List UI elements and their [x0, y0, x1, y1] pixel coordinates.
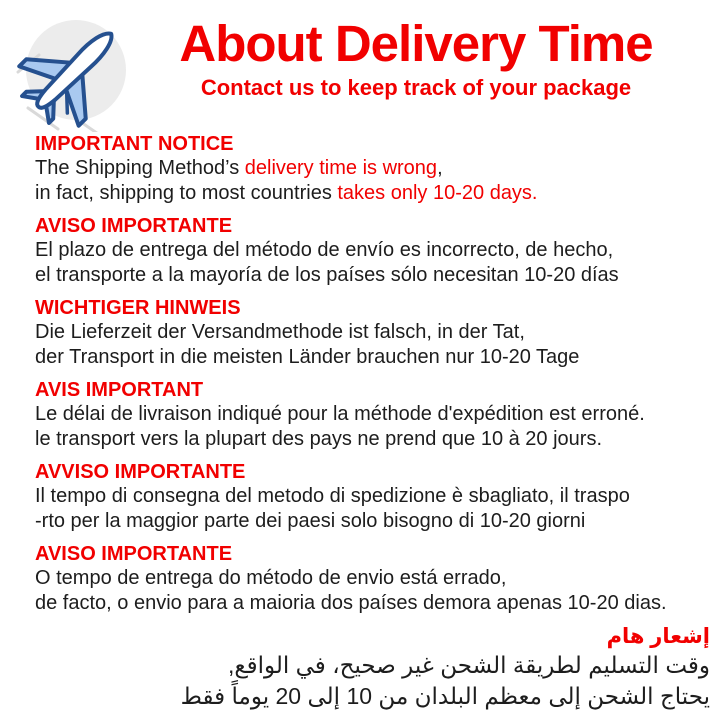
notice-section-italian — [35, 460, 702, 533]
notice-line — [35, 345, 702, 370]
notice-section-spanish — [35, 214, 702, 287]
section-heading: AVIS IMPORTANT — [35, 379, 204, 401]
text-segment-highlight: takes only 10-20 days. — [337, 181, 538, 204]
notice-line — [35, 591, 702, 616]
section-heading: WICHTIGER HINWEIS — [35, 297, 241, 319]
text-segment: El plazo de entrega del método de envío es incorrecto, de hecho, — [35, 239, 614, 261]
notice-section-portuguese — [35, 542, 702, 615]
airplane-icon-svg — [12, 10, 132, 132]
notice-line — [35, 509, 702, 534]
page-subtitle: Contact us to keep track of your package — [200, 75, 632, 100]
notice-line — [35, 320, 702, 345]
notice-line — [35, 181, 702, 206]
text-segment: Die Lieferzeit der Versandmethode ist falsch, in der Tat, — [35, 321, 525, 343]
notices-list — [0, 126, 720, 712]
text-segment: de facto, o envio para a maioria dos países demora apenas 10-20 dias. — [35, 591, 667, 614]
notice-line — [35, 402, 702, 427]
text-segment: el transporte a la mayoría de los países sólo necesitan 10-20 días — [35, 263, 619, 286]
text-segment: le transport vers la plupart des pays ne prend que 10 à 20 jours. — [35, 427, 603, 450]
notice-line — [35, 156, 702, 181]
notice-line — [35, 566, 702, 591]
section-heading: AVISO IMPORTANTE — [35, 215, 233, 237]
text-segment: Il tempo di consegna del metodo di spedizione è sbagliato, il traspo — [35, 485, 630, 507]
text-segment: in fact, shipping to most countries — [35, 181, 338, 204]
text-segment: der Transport in die meisten Länder brauchen nur 10-20 Tage — [35, 345, 580, 368]
text-segment: O tempo de entrega do método de envio está errado, — [35, 567, 507, 589]
title-block — [130, 0, 702, 101]
text-segment: Le délai de livraison indiqué pour la méthode d'expédition est erroné. — [35, 403, 645, 425]
notice-section-german — [35, 296, 702, 369]
notice-section-arabic — [35, 624, 710, 712]
text-segment: يحتاج الشحن إلى معظم البلدان من 10 إلى 20 يوماً فقط — [180, 683, 710, 709]
section-heading: AVVISO IMPORTANTE — [35, 461, 246, 483]
text-segment-highlight: delivery time is wrong — [244, 157, 438, 179]
notice-line — [35, 427, 702, 452]
notice-line — [35, 263, 702, 288]
text-segment: , — [437, 157, 443, 179]
text-segment: The Shipping Method’s — [35, 157, 245, 179]
notice-section-french — [35, 378, 702, 451]
section-heading: AVISO IMPORTANTE — [35, 543, 233, 565]
notice-line — [35, 484, 702, 509]
notice-line — [35, 238, 702, 263]
page-title: About Delivery Time — [179, 15, 653, 72]
text-segment: -rto per la maggior parte dei paesi solo bisogno di 10-20 giorni — [35, 509, 586, 532]
section-heading: IMPORTANT NOTICE — [35, 133, 234, 155]
notice-line — [35, 681, 710, 712]
notice-line — [35, 650, 710, 681]
notice-section-english — [35, 132, 702, 205]
header — [0, 0, 720, 126]
text-segment: وقت التسليم لطريقة الشحن غير صحيح، في الواقع, — [227, 652, 710, 678]
airplane-icon — [12, 10, 132, 132]
section-heading: إشعار هام — [606, 625, 710, 648]
